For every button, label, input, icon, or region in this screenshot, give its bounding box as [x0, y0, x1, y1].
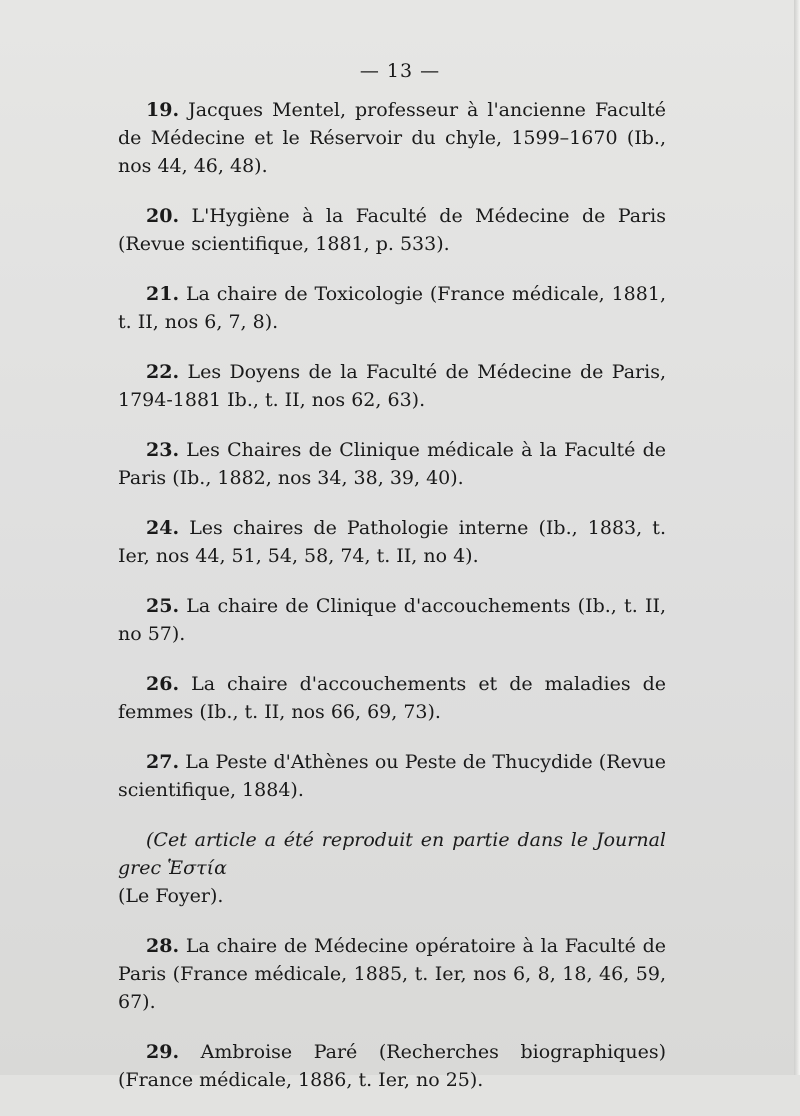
note-text: (Cet article a été reproduit en partie dans le Journal grec Ἑστία	[118, 829, 666, 879]
entry-23	[118, 436, 666, 492]
entry-text: L'Hygiène à la Faculté de Médecine de Paris (Revue scientifique, 1881, p. 533).	[118, 205, 666, 255]
entry-29	[118, 1038, 666, 1094]
entry-text: La Peste d'Athènes ou Peste de Thucydide (Revue scientifique, 1884).	[118, 751, 666, 801]
entry-number: 27.	[146, 751, 180, 773]
entry-text: Les Doyens de la Faculté de Médecine de Paris, 1794-1881 Ib., t. II, nos 62, 63).	[118, 361, 666, 411]
entry-text: La chaire d'accouchements et de maladies de femmes (Ib., t. II, nos 66, 69, 73).	[118, 673, 666, 723]
page-number: — 13 —	[359, 60, 441, 82]
entry-26	[118, 670, 666, 726]
entry-text: La chaire de Toxicologie (France médicale, 1881, t. II, nos 6, 7, 8).	[118, 283, 666, 333]
page-edge	[794, 0, 800, 1075]
entry-number: 22.	[146, 361, 180, 383]
entry-25	[118, 592, 666, 648]
entry-text: Ambroise Paré (Recherches biographiques) (France médicale, 1886, t. Ier, no 25).	[118, 1041, 666, 1091]
entry-27	[118, 748, 666, 804]
entry-text: La chaire de Clinique d'accouchements (Ib., t. II, no 57).	[118, 595, 667, 645]
bibliography-list	[118, 96, 666, 1116]
entry-21	[118, 280, 666, 336]
entry-20	[118, 202, 666, 258]
entry-number: 29.	[146, 1041, 180, 1063]
entry-number: 24.	[146, 517, 180, 539]
entry-number: 21.	[146, 283, 180, 305]
entry-number: 26.	[146, 673, 180, 695]
entry-19	[118, 96, 666, 180]
entry-28	[118, 932, 666, 1016]
entry-text: Les Chaires de Clinique médicale à la Faculté de Paris (Ib., 1882, nos 34, 38, 39, 40).	[118, 439, 666, 489]
entry-22	[118, 358, 666, 414]
entry-number: 23.	[146, 439, 180, 461]
entry-text: Jacques Mentel, professeur à l'ancienne Faculté de Médecine et le Réservoir du chyle, 1599–1670 (Ib., nos 44, 46, 48).	[118, 99, 666, 177]
entry-24	[118, 514, 666, 570]
entry-27-note	[118, 826, 666, 910]
entry-number: 28.	[146, 935, 180, 957]
entry-number: 20.	[146, 205, 180, 227]
entry-number: 25.	[146, 595, 180, 617]
entry-text: La chaire de Médecine opératoire à la Faculté de Paris (France médicale, 1885, t. Ier, nos 6, 8, 18, 46, 59, 67).	[118, 935, 666, 1013]
entry-text: Les chaires de Pathologie interne (Ib., 1883, t. Ier, nos 44, 51, 54, 58, 74, t. II, no 4).	[118, 517, 666, 567]
note-tail: (Le Foyer).	[118, 885, 224, 907]
entry-number: 19.	[146, 99, 180, 121]
